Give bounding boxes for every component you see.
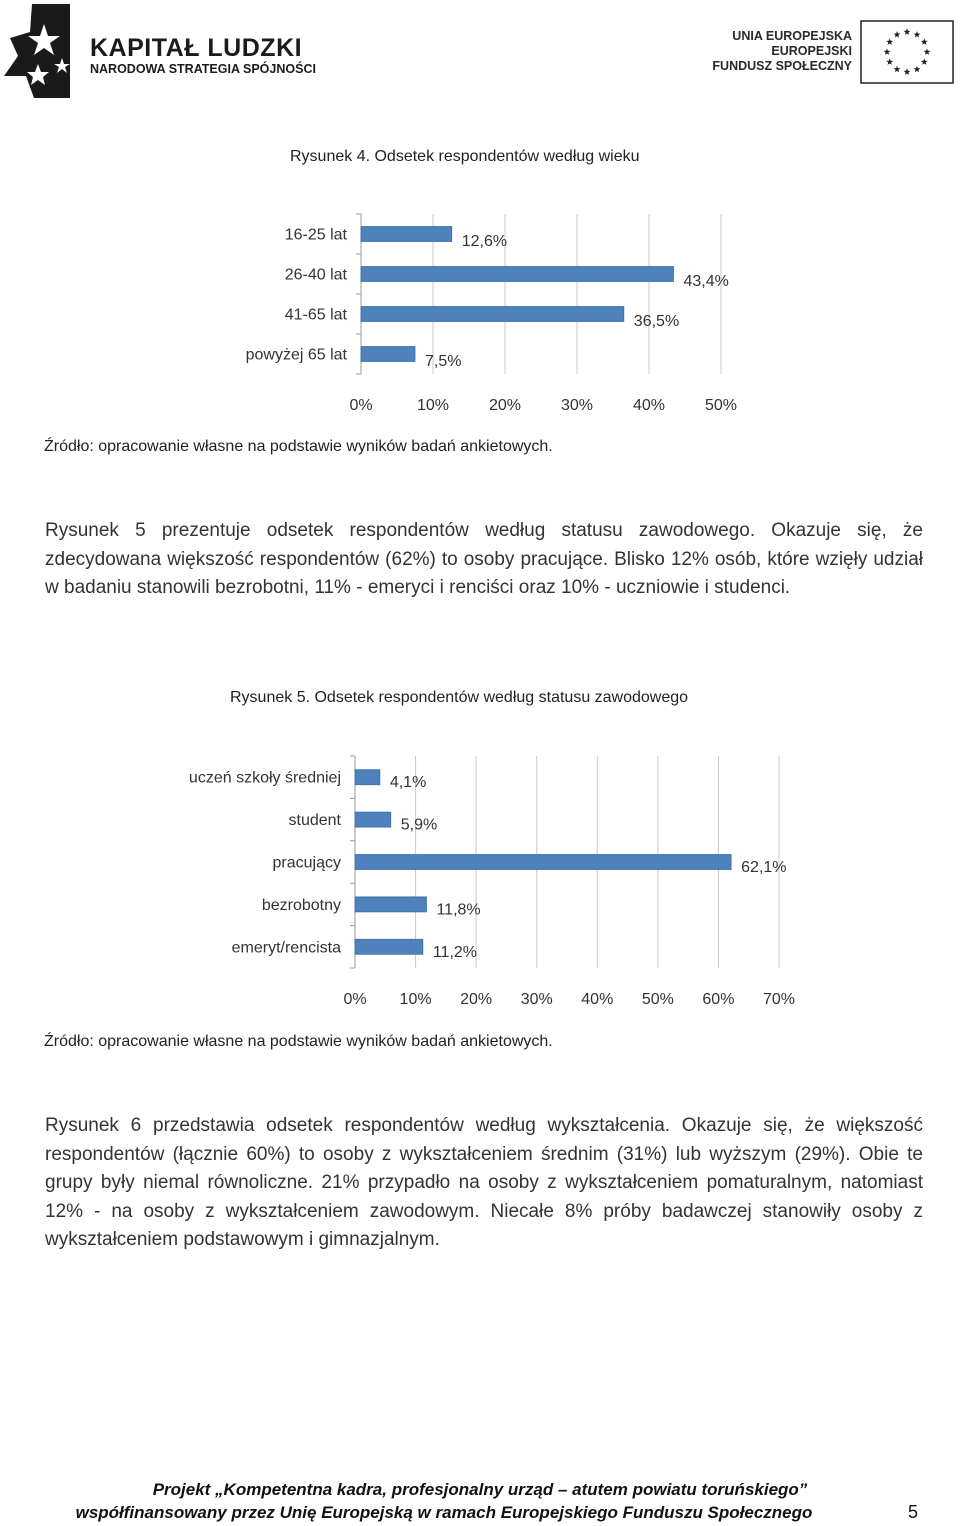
x-tick-label: 20% — [488, 397, 522, 414]
figure5-caption: Rysunek 5. Odsetek respondentów według statusu zawodowego — [230, 689, 689, 706]
category-label: 16-25 lat — [284, 226, 347, 244]
bar — [361, 347, 415, 362]
eu-logo-text — [700, 29, 852, 74]
x-tick-label: 30% — [520, 991, 553, 1008]
category-label: emeryt/rencista — [231, 939, 341, 957]
logo-subtitle: NARODOWA STRATEGIA SPÓJNOŚCI — [90, 62, 316, 76]
bar — [355, 812, 391, 827]
eu-flag-icon — [860, 20, 954, 84]
figure5-chart — [150, 748, 830, 1018]
x-tick-label: 0% — [343, 991, 367, 1008]
page-number: 5 — [908, 1502, 919, 1522]
eu-logo-line-2: EUROPEJSKI — [771, 44, 852, 58]
category-label: powyżej 65 lat — [245, 346, 347, 364]
data-label: 12,6% — [461, 233, 508, 250]
eu-logo-line-3: FUNDUSZ SPOŁECZNY — [712, 59, 852, 73]
category-label: 26-40 lat — [284, 266, 347, 284]
x-tick-label: 10% — [399, 991, 432, 1008]
data-label: 62,1% — [741, 859, 787, 876]
logo-title: KAPITAŁ LUDZKI — [90, 34, 303, 62]
bar — [361, 227, 452, 242]
x-tick-label: 30% — [560, 397, 594, 414]
category-label: student — [288, 812, 341, 830]
x-tick-label: 70% — [762, 991, 796, 1008]
paragraph-status: Rysunek 5 prezentuje odsetek respondentów według statusu zawodowego. Okazuje się, że zdecydowana większość respondentów (62%) to osoby pracujące. Blisko 12% osób, które wzięły udział w badaniu stanowili bezrobotni, 11% - emeryci i renciści oraz 10% - uczniowie i studenci. — [45, 520, 923, 599]
category-label: pracujący — [272, 854, 341, 872]
bar — [355, 855, 731, 870]
category-label: bezrobotny — [261, 896, 341, 914]
kapital-ludzki-emblem-icon — [4, 4, 84, 98]
data-label: 4,1% — [389, 774, 427, 792]
data-label: 11,2% — [432, 943, 478, 961]
x-tick-label: 10% — [416, 397, 450, 414]
paragraph-education: Rysunek 6 przedstawia odsetek respondentów według wykształcenia. Okazuje się, że większość respondentów (łącznie 60%) to osoby z wykształceniem średnim (31%) lub wyższym (29%). Obie te grupy były niemal równoliczne. 21% przypadło na osoby z wykształceniem pomaturalnym, natomiast 12% - na osoby z wykształceniem zawodowym. Niecałe 8% próby badawczej stanowiły osoby z wykształceniem podstawowym i gimnazjalnym. — [45, 1115, 923, 1251]
x-tick-label: 50% — [704, 397, 738, 414]
figure5-source: Źródło: opracowanie własne na podstawie wyników badań ankietowych. — [44, 1033, 553, 1050]
bar — [355, 897, 426, 912]
figure4-chart — [200, 205, 760, 430]
category-label: uczeń szkoły średniej — [188, 769, 341, 787]
bar — [355, 770, 380, 785]
data-label: 36,5% — [633, 313, 680, 330]
x-tick-label: 20% — [460, 991, 493, 1008]
data-label: 11,8% — [436, 901, 481, 919]
figure4-caption: Rysunek 4. Odsetek respondentów według wieku — [290, 148, 640, 165]
category-label: 41-65 lat — [284, 306, 347, 324]
bar — [355, 939, 423, 954]
eu-logo-line-1: UNIA EUROPEJSKA — [732, 29, 852, 43]
data-label: 43,4% — [683, 273, 729, 290]
x-tick-label: 60% — [702, 991, 735, 1008]
data-label: 7,5% — [425, 353, 462, 370]
footer-funding-line: współfinansowany przez Unię Europejską w ramach Europejskiego Funduszu Społecznego — [75, 1503, 813, 1522]
figure4-source: Źródło: opracowanie własne na podstawie wyników badań ankietowych. — [44, 438, 553, 455]
x-tick-label: 50% — [641, 991, 674, 1008]
x-tick-label: 40% — [632, 397, 666, 414]
bar — [361, 267, 673, 282]
footer-project-line: Projekt „Kompetentna kadra, profesjonalny urząd – atutem powiatu toruńskiego” — [152, 1480, 808, 1499]
x-tick-label: 0% — [349, 397, 373, 414]
data-label: 5,9% — [400, 816, 438, 834]
bar — [361, 307, 624, 322]
x-tick-label: 40% — [581, 991, 614, 1008]
